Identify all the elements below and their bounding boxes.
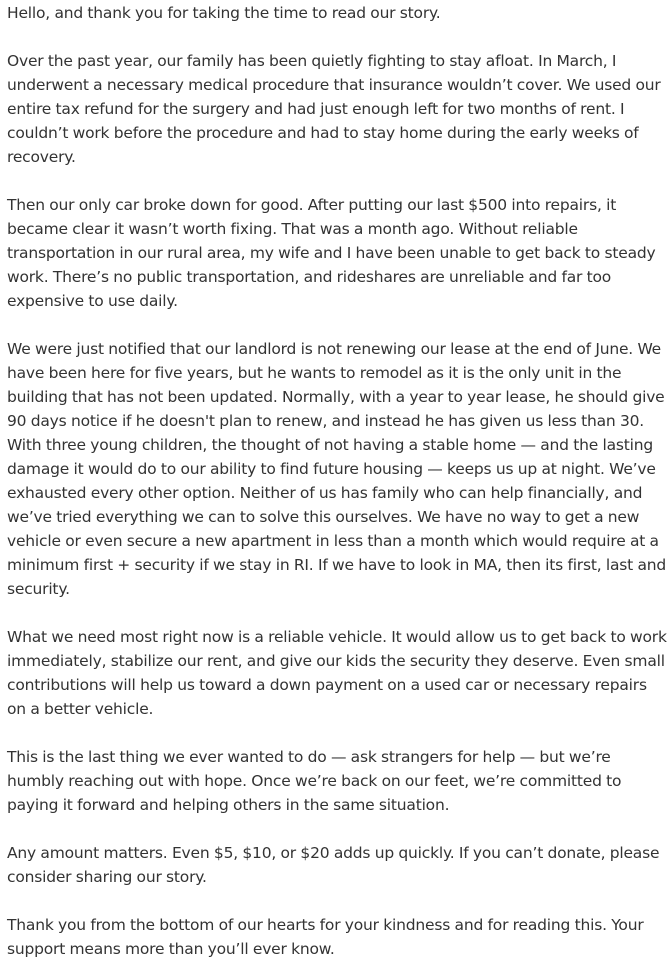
story-paragraph-appeal: This is the last thing we ever wanted to do — ask strangers for help — but we’re humbly reaching out with hope. Once we’re back on our feet, we’re committed to paying it forward and helping others in the same situation. (7, 748, 622, 814)
story-paragraph-greeting: Hello, and thank you for taking the time to read our story. (7, 4, 441, 22)
story-paragraph-amount: Any amount matters. Even $5, $10, or $20 adds up quickly. If you can’t donate, please consider sharing our story. (7, 844, 660, 886)
story-paragraph-car: Then our only car broke down for good. After putting our last $500 into repairs, it became clear it wasn’t worth fixing. That was a month ago. Without reliable transportation in our rural area, my wife and I have been unable to get back to steady work. There’s no public transportation, and rideshares are unreliable and far too expensive to use daily. (7, 196, 656, 310)
story-paragraph-housing: We were just notified that our landlord is not renewing our lease at the end of June. We have been here for five years, but he wants to remodel as it is the only unit in the building that has not been updated. Normally, with a year to year lease, he should give 90 days notice if he doesn't plan to renew, and instead he has given us less than 30. With three young children, the thought of not having a stable home — and the lasting damage it would do to our ability to find future housing — keeps us up at night. We’ve exhausted every other option. Neither of us has family who can help financially, and we’ve tried everything we can to solve this ourselves. We have no way to get a new vehicle or even secure a new apartment in less than a month which would require at a minimum first + security if we stay in RI. If we have to look in MA, then its first, last and security. (7, 340, 667, 598)
story-paragraph-need: What we need most right now is a reliable vehicle. It would allow us to get back to work immediately, stabilize our rent, and give our kids the security they deserve. Even small contributions will help us toward a down payment on a used car or necessary repairs on a better vehicle. (7, 628, 667, 718)
story-paragraph-medical: Over the past year, our family has been quietly fighting to stay afloat. In March, I underwent a necessary medical procedure that insurance wouldn’t cover. We used our entire tax refund for the surgery and had just enough left for two months of rent. I couldn’t work before the procedure and had to stay home during the early weeks of recovery. (7, 52, 661, 166)
story-paragraph-thanks: Thank you from the bottom of our hearts for your kindness and for reading this. Your support means more than you’ll ever know. (7, 916, 644, 958)
